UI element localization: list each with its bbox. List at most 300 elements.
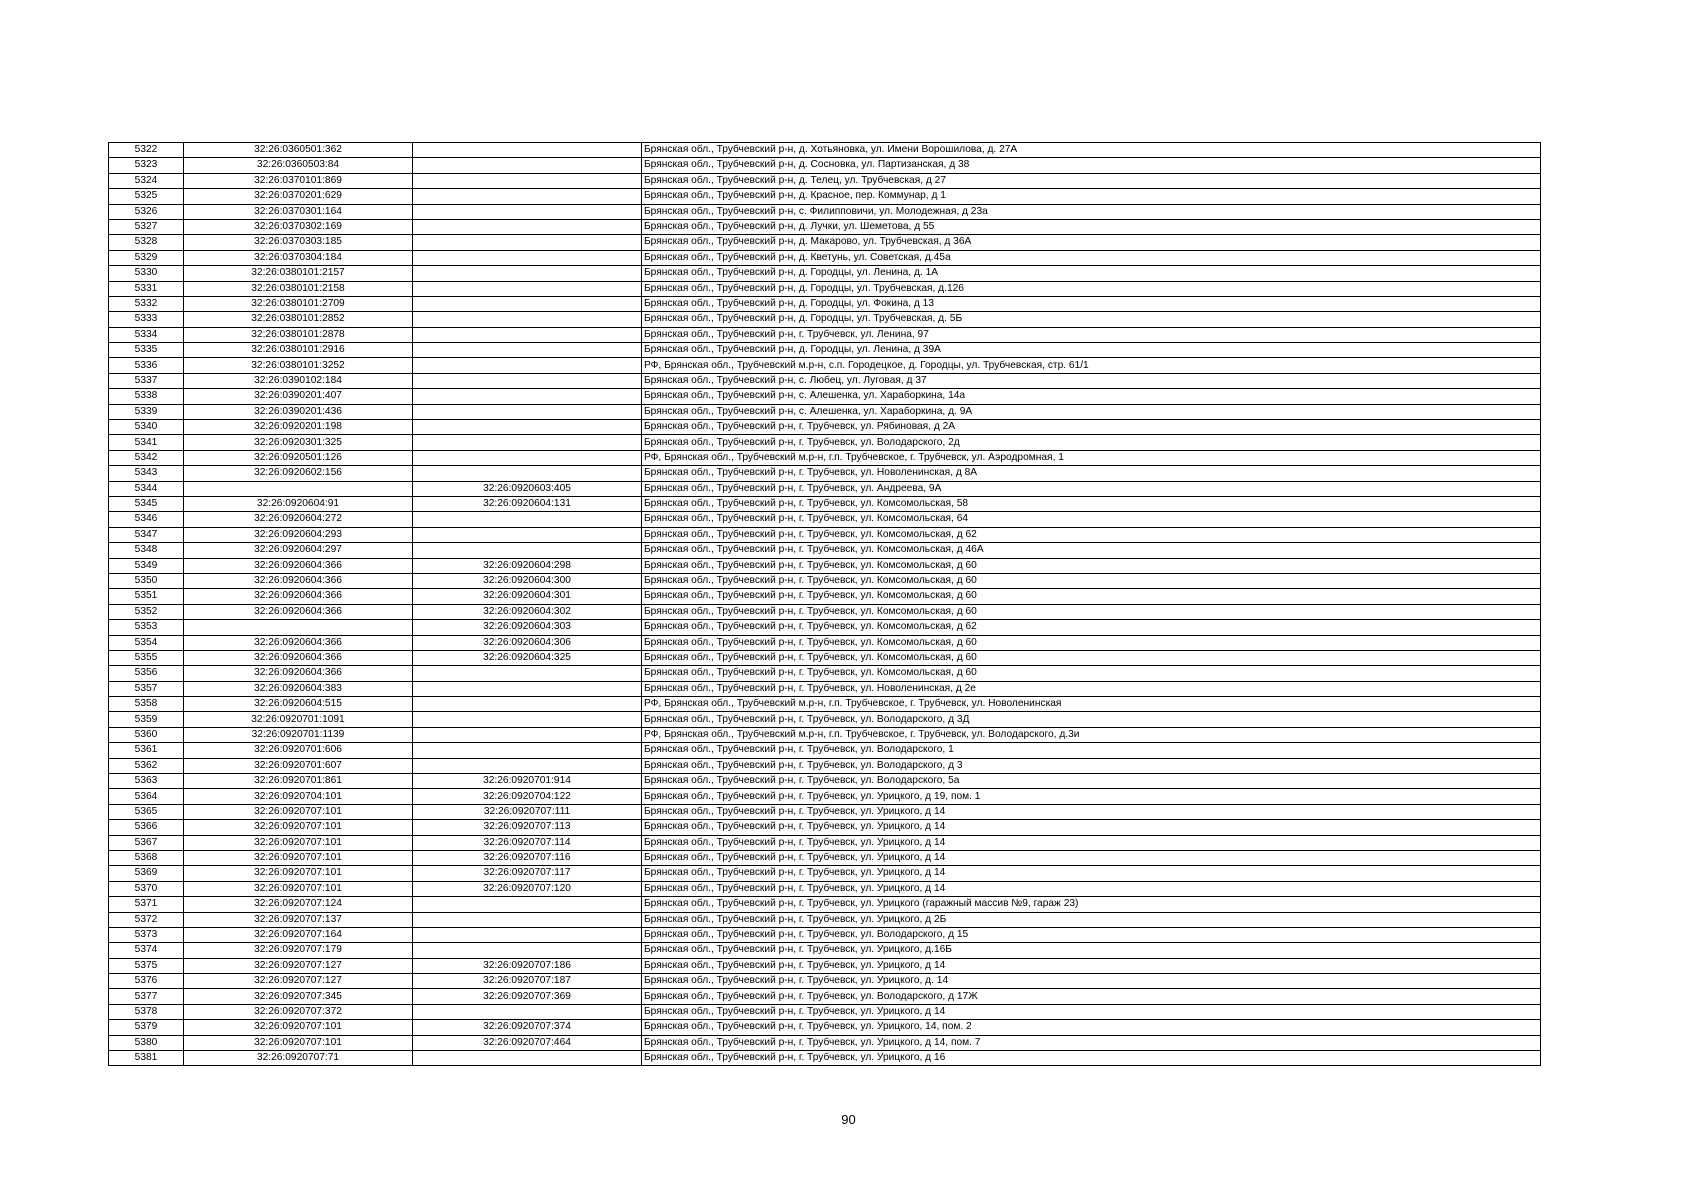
cadastral-number-cell: 32:26:0920707:71 (184, 1051, 413, 1066)
related-cadastral-number-cell (413, 943, 642, 958)
address-cell: РФ, Брянская обл., Трубчевский м.р-н, г.п. Трубчевское, г. Трубчевск, ул. Аэродромная, 1 (642, 450, 1541, 465)
table-row (109, 219, 1541, 234)
related-cadastral-number-cell (413, 219, 642, 234)
cadastral-number-cell: 32:26:0920707:372 (184, 1004, 413, 1019)
cadastral-number-cell: 32:26:0370302:169 (184, 219, 413, 234)
row-number-cell: 5339 (109, 404, 184, 419)
address-cell: Брянская обл., Трубчевский р-н, г. Трубчевск, ул. Комсомольская, д 60 (642, 666, 1541, 681)
table-row (109, 358, 1541, 373)
cadastral-number-cell: 32:26:0360503:84 (184, 158, 413, 173)
address-cell: Брянская обл., Трубчевский р-н, г. Трубчевск, ул. Новоленинская, д 2е (642, 681, 1541, 696)
table-row (109, 912, 1541, 927)
row-number-cell: 5326 (109, 204, 184, 219)
related-cadastral-number-cell (413, 373, 642, 388)
related-cadastral-number-cell: 32:26:0920707:114 (413, 835, 642, 850)
related-cadastral-number-cell (413, 158, 642, 173)
cadastral-number-cell: 32:26:0920604:366 (184, 573, 413, 588)
row-number-cell: 5343 (109, 466, 184, 481)
address-cell: Брянская обл., Трубчевский р-н, г. Трубчевск, ул. Комсомольская, д 62 (642, 527, 1541, 542)
row-number-cell: 5362 (109, 758, 184, 773)
table-row (109, 404, 1541, 419)
address-cell: Брянская обл., Трубчевский р-н, д. Городцы, ул. Трубчевская, д. 5Б (642, 312, 1541, 327)
address-cell: Брянская обл., Трубчевский р-н, г. Трубчевск, ул. Новоленинская, д 8А (642, 466, 1541, 481)
cadastral-number-cell: 32:26:0380101:2157 (184, 266, 413, 281)
related-cadastral-number-cell: 32:26:0920604:298 (413, 558, 642, 573)
table-row (109, 820, 1541, 835)
table-row (109, 496, 1541, 511)
row-number-cell: 5351 (109, 589, 184, 604)
cadastral-number-cell: 32:26:0920707:101 (184, 1035, 413, 1050)
related-cadastral-number-cell (413, 343, 642, 358)
address-cell: Брянская обл., Трубчевский р-н, с. Алешенка, ул. Хараборкина, 14а (642, 389, 1541, 404)
row-number-cell: 5352 (109, 604, 184, 619)
related-cadastral-number-cell: 32:26:0920704:122 (413, 789, 642, 804)
row-number-cell: 5335 (109, 343, 184, 358)
cadastral-number-cell: 32:26:0920707:124 (184, 897, 413, 912)
related-cadastral-number-cell (413, 666, 642, 681)
related-cadastral-number-cell: 32:26:0920707:369 (413, 989, 642, 1004)
cadastral-number-cell: 32:26:0390201:436 (184, 404, 413, 419)
related-cadastral-number-cell (413, 358, 642, 373)
row-number-cell: 5353 (109, 620, 184, 635)
row-number-cell: 5344 (109, 481, 184, 496)
table-row (109, 727, 1541, 742)
row-number-cell: 5360 (109, 727, 184, 742)
cadastral-number-cell: 32:26:0920707:127 (184, 958, 413, 973)
address-cell: Брянская обл., Трубчевский р-н, г. Трубчевск, ул. Комсомольская, 64 (642, 512, 1541, 527)
related-cadastral-number-cell (413, 266, 642, 281)
cadastral-number-cell: 32:26:0920604:366 (184, 604, 413, 619)
table-row (109, 897, 1541, 912)
related-cadastral-number-cell: 32:26:0920604:301 (413, 589, 642, 604)
table-row (109, 789, 1541, 804)
address-cell: Брянская обл., Трубчевский р-н, д. Лучки, ул. Шеметова, д 55 (642, 219, 1541, 234)
address-cell: Брянская обл., Трубчевский р-н, г. Трубчевск, ул. Володарского, д 17Ж (642, 989, 1541, 1004)
table-row (109, 312, 1541, 327)
cadastral-number-cell (184, 620, 413, 635)
address-cell: Брянская обл., Трубчевский р-н, г. Трубчевск, ул. Урицкого, д 14, пом. 7 (642, 1035, 1541, 1050)
cadastral-number-cell: 32:26:0920707:101 (184, 804, 413, 819)
address-cell: Брянская обл., Трубчевский р-н, г. Трубчевск, ул. Урицкого, д 14 (642, 866, 1541, 881)
table-row (109, 173, 1541, 188)
row-number-cell: 5376 (109, 974, 184, 989)
address-cell: Брянская обл., Трубчевский р-н, г. Трубчевск, ул. Комсомольская, д 60 (642, 573, 1541, 588)
table-row (109, 327, 1541, 342)
row-number-cell: 5369 (109, 866, 184, 881)
address-cell: Брянская обл., Трубчевский р-н, г. Трубчевск, ул. Ленина, 97 (642, 327, 1541, 342)
related-cadastral-number-cell (413, 927, 642, 942)
cadastral-number-cell: 32:26:0920201:198 (184, 420, 413, 435)
address-cell: Брянская обл., Трубчевский р-н, г. Трубчевск, ул. Комсомольская, 58 (642, 496, 1541, 511)
table-row (109, 435, 1541, 450)
address-cell: Брянская обл., Трубчевский р-н, г. Трубчевск, ул. Урицкого, д 14 (642, 850, 1541, 865)
related-cadastral-number-cell (413, 189, 642, 204)
table-row (109, 804, 1541, 819)
address-cell: Брянская обл., Трубчевский р-н, д. Городцы, ул. Ленина, д. 1А (642, 266, 1541, 281)
address-cell: Брянская обл., Трубчевский р-н, г. Трубчевск, ул. Володарского, 2д (642, 435, 1541, 450)
cadastral-number-cell: 32:26:0920604:366 (184, 589, 413, 604)
table-row (109, 1035, 1541, 1050)
table-row (109, 712, 1541, 727)
address-cell: РФ, Брянская обл., Трубчевский м.р-н, с.п. Городецкое, д. Городцы, ул. Трубчевская, стр. 61/1 (642, 358, 1541, 373)
table-row (109, 1020, 1541, 1035)
cadastral-number-cell: 32:26:0920604:293 (184, 527, 413, 542)
cadastral-number-cell: 32:26:0920604:383 (184, 681, 413, 696)
cadastral-number-cell: 32:26:0370301:164 (184, 204, 413, 219)
table-row (109, 650, 1541, 665)
row-number-cell: 5357 (109, 681, 184, 696)
related-cadastral-number-cell: 32:26:0920603:405 (413, 481, 642, 496)
row-number-cell: 5346 (109, 512, 184, 527)
related-cadastral-number-cell (413, 912, 642, 927)
cadastral-number-cell: 32:26:0380101:3252 (184, 358, 413, 373)
row-number-cell: 5366 (109, 820, 184, 835)
cadastral-number-cell: 32:26:0370101:869 (184, 173, 413, 188)
address-cell: Брянская обл., Трубчевский р-н, с. Алешенка, ул. Хараборкина, д. 9А (642, 404, 1541, 419)
table-row (109, 743, 1541, 758)
address-cell: Брянская обл., Трубчевский р-н, г. Трубчевск, ул. Комсомольская, д 60 (642, 558, 1541, 573)
row-number-cell: 5356 (109, 666, 184, 681)
related-cadastral-number-cell (413, 466, 642, 481)
row-number-cell: 5372 (109, 912, 184, 927)
cadastral-number-cell (184, 481, 413, 496)
address-cell: Брянская обл., Трубчевский р-н, с. Любец, ул. Луговая, д 37 (642, 373, 1541, 388)
row-number-cell: 5348 (109, 543, 184, 558)
table-row (109, 850, 1541, 865)
cadastral-number-cell: 32:26:0920602:156 (184, 466, 413, 481)
address-cell: Брянская обл., Трубчевский р-н, г. Трубчевск, ул. Комсомольская, д 60 (642, 650, 1541, 665)
address-cell: Брянская обл., Трубчевский р-н, г. Трубчевск, ул. Урицкого, д 14 (642, 835, 1541, 850)
address-cell: Брянская обл., Трубчевский р-н, г. Трубчевск, ул. Урицкого, д 14 (642, 881, 1541, 896)
table-row (109, 943, 1541, 958)
table-row (109, 635, 1541, 650)
row-number-cell: 5323 (109, 158, 184, 173)
table-row (109, 666, 1541, 681)
row-number-cell: 5381 (109, 1051, 184, 1066)
related-cadastral-number-cell: 32:26:0920604:325 (413, 650, 642, 665)
related-cadastral-number-cell: 32:26:0920707:113 (413, 820, 642, 835)
related-cadastral-number-cell (413, 250, 642, 265)
cadastral-number-cell: 32:26:0920301:325 (184, 435, 413, 450)
row-number-cell: 5334 (109, 327, 184, 342)
related-cadastral-number-cell (413, 143, 642, 158)
row-number-cell: 5359 (109, 712, 184, 727)
table-row (109, 589, 1541, 604)
related-cadastral-number-cell (413, 743, 642, 758)
cadastral-number-cell: 32:26:0920701:1139 (184, 727, 413, 742)
cadastral-number-cell: 32:26:0380101:2709 (184, 296, 413, 311)
table-row (109, 143, 1541, 158)
related-cadastral-number-cell (413, 727, 642, 742)
related-cadastral-number-cell (413, 435, 642, 450)
table-row (109, 681, 1541, 696)
address-cell: Брянская обл., Трубчевский р-н, г. Трубчевск, ул. Урицкого (гаражный массив №9, гараж 23) (642, 897, 1541, 912)
cadastral-number-cell: 32:26:0920704:101 (184, 789, 413, 804)
related-cadastral-number-cell (413, 173, 642, 188)
related-cadastral-number-cell: 32:26:0920707:120 (413, 881, 642, 896)
related-cadastral-number-cell: 32:26:0920604:303 (413, 620, 642, 635)
table-row (109, 604, 1541, 619)
table-row (109, 543, 1541, 558)
table-row (109, 296, 1541, 311)
table-row (109, 1051, 1541, 1066)
table-row (109, 881, 1541, 896)
address-cell: Брянская обл., Трубчевский р-н, г. Трубчевск, ул. Урицкого, д 14 (642, 958, 1541, 973)
address-cell: Брянская обл., Трубчевский р-н, д. Красное, пер. Коммунар, д 1 (642, 189, 1541, 204)
row-number-cell: 5355 (109, 650, 184, 665)
cadastral-number-cell: 32:26:0920604:91 (184, 496, 413, 511)
row-number-cell: 5364 (109, 789, 184, 804)
cadastral-number-cell: 32:26:0920707:101 (184, 850, 413, 865)
row-number-cell: 5338 (109, 389, 184, 404)
cadastral-number-cell: 32:26:0380101:2158 (184, 281, 413, 296)
cadastral-number-cell: 32:26:0380101:2852 (184, 312, 413, 327)
address-cell: Брянская обл., Трубчевский р-н, г. Трубчевск, ул. Урицкого, д 14 (642, 1004, 1541, 1019)
address-cell: Брянская обл., Трубчевский р-н, г. Трубчевск, ул. Комсомольская, д 62 (642, 620, 1541, 635)
cadastral-number-cell: 32:26:0370304:184 (184, 250, 413, 265)
cadastral-number-cell: 32:26:0380101:2916 (184, 343, 413, 358)
address-cell: Брянская обл., Трубчевский р-н, г. Трубчевск, ул. Комсомольская, д 60 (642, 635, 1541, 650)
address-cell: Брянская обл., Трубчевский р-н, д. Городцы, ул. Фокина, д 13 (642, 296, 1541, 311)
cadastral-number-cell: 32:26:0920701:861 (184, 774, 413, 789)
address-cell: Брянская обл., Трубчевский р-н, г. Трубчевск, ул. Володарского, д 15 (642, 927, 1541, 942)
row-number-cell: 5361 (109, 743, 184, 758)
address-cell: Брянская обл., Трубчевский р-н, г. Трубчевск, ул. Урицкого, д 19, пом. 1 (642, 789, 1541, 804)
register-table-body (109, 143, 1541, 1066)
related-cadastral-number-cell (413, 420, 642, 435)
cadastral-number-cell: 32:26:0920604:297 (184, 543, 413, 558)
related-cadastral-number-cell: 32:26:0920707:111 (413, 804, 642, 819)
address-cell: Брянская обл., Трубчевский р-н, д. Кветунь, ул. Советская, д.45а (642, 250, 1541, 265)
table-row (109, 527, 1541, 542)
row-number-cell: 5377 (109, 989, 184, 1004)
row-number-cell: 5340 (109, 420, 184, 435)
address-cell: Брянская обл., Трубчевский р-н, г. Трубчевск, ул. Володарского, 1 (642, 743, 1541, 758)
address-cell: Брянская обл., Трубчевский р-н, с. Филипповичи, ул. Молодежная, д 23а (642, 204, 1541, 219)
table-row (109, 927, 1541, 942)
related-cadastral-number-cell: 32:26:0920707:187 (413, 974, 642, 989)
table-row (109, 1004, 1541, 1019)
row-number-cell: 5370 (109, 881, 184, 896)
row-number-cell: 5368 (109, 850, 184, 865)
cadastral-number-cell: 32:26:0920604:515 (184, 697, 413, 712)
table-row (109, 481, 1541, 496)
row-number-cell: 5336 (109, 358, 184, 373)
cadastral-number-cell: 32:26:0920707:164 (184, 927, 413, 942)
row-number-cell: 5342 (109, 450, 184, 465)
row-number-cell: 5365 (109, 804, 184, 819)
table-row (109, 281, 1541, 296)
table-row (109, 573, 1541, 588)
row-number-cell: 5347 (109, 527, 184, 542)
table-row (109, 266, 1541, 281)
row-number-cell: 5378 (109, 1004, 184, 1019)
address-cell: Брянская обл., Трубчевский р-н, г. Трубчевск, ул. Урицкого, д. 14 (642, 974, 1541, 989)
table-row (109, 235, 1541, 250)
cadastral-number-cell: 32:26:0380101:2878 (184, 327, 413, 342)
table-row (109, 250, 1541, 265)
cadastral-number-cell: 32:26:0920604:272 (184, 512, 413, 527)
related-cadastral-number-cell: 32:26:0920707:186 (413, 958, 642, 973)
row-number-cell: 5333 (109, 312, 184, 327)
cadastral-number-cell: 32:26:0920604:366 (184, 558, 413, 573)
related-cadastral-number-cell (413, 281, 642, 296)
table-row (109, 204, 1541, 219)
row-number-cell: 5330 (109, 266, 184, 281)
related-cadastral-number-cell: 32:26:0920701:914 (413, 774, 642, 789)
table-row (109, 420, 1541, 435)
related-cadastral-number-cell: 32:26:0920707:116 (413, 850, 642, 865)
row-number-cell: 5332 (109, 296, 184, 311)
cadastral-number-cell: 32:26:0920707:127 (184, 974, 413, 989)
related-cadastral-number-cell (413, 389, 642, 404)
row-number-cell: 5331 (109, 281, 184, 296)
row-number-cell: 5329 (109, 250, 184, 265)
row-number-cell: 5322 (109, 143, 184, 158)
table-row (109, 774, 1541, 789)
related-cadastral-number-cell (413, 235, 642, 250)
related-cadastral-number-cell: 32:26:0920707:464 (413, 1035, 642, 1050)
address-cell: Брянская обл., Трубчевский р-н, д. Городцы, ул. Трубчевская, д.126 (642, 281, 1541, 296)
cadastral-number-cell: 32:26:0920707:101 (184, 866, 413, 881)
register-table (108, 142, 1541, 1066)
row-number-cell: 5374 (109, 943, 184, 958)
row-number-cell: 5375 (109, 958, 184, 973)
row-number-cell: 5341 (109, 435, 184, 450)
table-row (109, 343, 1541, 358)
related-cadastral-number-cell (413, 404, 642, 419)
related-cadastral-number-cell (413, 327, 642, 342)
related-cadastral-number-cell (413, 697, 642, 712)
row-number-cell: 5367 (109, 835, 184, 850)
address-cell: Брянская обл., Трубчевский р-н, г. Трубчевск, ул. Комсомольская, д 60 (642, 604, 1541, 619)
row-number-cell: 5337 (109, 373, 184, 388)
address-cell: Брянская обл., Трубчевский р-н, д. Городцы, ул. Ленина, д 39А (642, 343, 1541, 358)
related-cadastral-number-cell (413, 296, 642, 311)
row-number-cell: 5379 (109, 1020, 184, 1035)
related-cadastral-number-cell (413, 712, 642, 727)
address-cell: Брянская обл., Трубчевский р-н, д. Сосновка, ул. Партизанская, д 38 (642, 158, 1541, 173)
cadastral-number-cell: 32:26:0920701:606 (184, 743, 413, 758)
address-cell: Брянская обл., Трубчевский р-н, г. Трубчевск, ул. Урицкого, д 14 (642, 804, 1541, 819)
address-cell: Брянская обл., Трубчевский р-н, г. Трубчевск, ул. Комсомольская, д 46А (642, 543, 1541, 558)
register-table-container (108, 142, 1540, 1066)
table-row (109, 389, 1541, 404)
address-cell: Брянская обл., Трубчевский р-н, д. Хотьяновка, ул. Имени Ворошилова, д. 27А (642, 143, 1541, 158)
cadastral-number-cell: 32:26:0370303:185 (184, 235, 413, 250)
address-cell: Брянская обл., Трубчевский р-н, г. Трубчевск, ул. Володарского, д 3Д (642, 712, 1541, 727)
row-number-cell: 5327 (109, 219, 184, 234)
row-number-cell: 5345 (109, 496, 184, 511)
address-cell: Брянская обл., Трубчевский р-н, г. Трубчевск, ул. Урицкого, 14, пом. 2 (642, 1020, 1541, 1035)
cadastral-number-cell: 32:26:0920707:101 (184, 881, 413, 896)
table-row (109, 866, 1541, 881)
cadastral-number-cell: 32:26:0370201:629 (184, 189, 413, 204)
related-cadastral-number-cell: 32:26:0920604:306 (413, 635, 642, 650)
related-cadastral-number-cell (413, 204, 642, 219)
address-cell: Брянская обл., Трубчевский р-н, д. Телец, ул. Трубчевская, д 27 (642, 173, 1541, 188)
table-row (109, 620, 1541, 635)
cadastral-number-cell: 32:26:0920707:179 (184, 943, 413, 958)
address-cell: РФ, Брянская обл., Трубчевский м.р-н, г.п. Трубчевское, г. Трубчевск, ул. Новоленинская (642, 697, 1541, 712)
related-cadastral-number-cell (413, 512, 642, 527)
cadastral-number-cell: 32:26:0360501:362 (184, 143, 413, 158)
related-cadastral-number-cell: 32:26:0920707:117 (413, 866, 642, 881)
cadastral-number-cell: 32:26:0920707:101 (184, 835, 413, 850)
related-cadastral-number-cell (413, 1051, 642, 1066)
related-cadastral-number-cell (413, 543, 642, 558)
table-row (109, 450, 1541, 465)
table-row (109, 958, 1541, 973)
cadastral-number-cell: 32:26:0920707:137 (184, 912, 413, 927)
table-row (109, 835, 1541, 850)
address-cell: Брянская обл., Трубчевский р-н, г. Трубчевск, ул. Урицкого, д 2Б (642, 912, 1541, 927)
row-number-cell: 5325 (109, 189, 184, 204)
address-cell: Брянская обл., Трубчевский р-н, г. Трубчевск, ул. Урицкого, д 16 (642, 1051, 1541, 1066)
cadastral-number-cell: 32:26:0920707:101 (184, 1020, 413, 1035)
related-cadastral-number-cell (413, 312, 642, 327)
address-cell: Брянская обл., Трубчевский р-н, г. Трубчевск, ул. Урицкого, д.16Б (642, 943, 1541, 958)
related-cadastral-number-cell (413, 1004, 642, 1019)
row-number-cell: 5350 (109, 573, 184, 588)
cadastral-number-cell: 32:26:0920701:607 (184, 758, 413, 773)
row-number-cell: 5349 (109, 558, 184, 573)
row-number-cell: 5358 (109, 697, 184, 712)
related-cadastral-number-cell (413, 527, 642, 542)
table-row (109, 512, 1541, 527)
address-cell: Брянская обл., Трубчевский р-н, г. Трубчевск, ул. Урицкого, д 14 (642, 820, 1541, 835)
related-cadastral-number-cell: 32:26:0920604:300 (413, 573, 642, 588)
cadastral-number-cell: 32:26:0920604:366 (184, 666, 413, 681)
related-cadastral-number-cell (413, 897, 642, 912)
address-cell: Брянская обл., Трубчевский р-н, г. Трубчевск, ул. Андреева, 9А (642, 481, 1541, 496)
related-cadastral-number-cell (413, 758, 642, 773)
table-row (109, 373, 1541, 388)
related-cadastral-number-cell: 32:26:0920707:374 (413, 1020, 642, 1035)
table-row (109, 758, 1541, 773)
page-number: 90 (841, 1112, 856, 1127)
related-cadastral-number-cell: 32:26:0920604:302 (413, 604, 642, 619)
related-cadastral-number-cell: 32:26:0920604:131 (413, 496, 642, 511)
address-cell: Брянская обл., Трубчевский р-н, д. Макарово, ул. Трубчевская, д 36А (642, 235, 1541, 250)
cadastral-number-cell: 32:26:0920707:345 (184, 989, 413, 1004)
address-cell: Брянская обл., Трубчевский р-н, г. Трубчевск, ул. Рябиновая, д 2А (642, 420, 1541, 435)
row-number-cell: 5328 (109, 235, 184, 250)
table-row (109, 697, 1541, 712)
row-number-cell: 5371 (109, 897, 184, 912)
row-number-cell: 5354 (109, 635, 184, 650)
row-number-cell: 5380 (109, 1035, 184, 1050)
row-number-cell: 5324 (109, 173, 184, 188)
table-row (109, 158, 1541, 173)
address-cell: Брянская обл., Трубчевский р-н, г. Трубчевск, ул. Володарского, 5а (642, 774, 1541, 789)
cadastral-number-cell: 32:26:0920701:1091 (184, 712, 413, 727)
cadastral-number-cell: 32:26:0920604:366 (184, 650, 413, 665)
address-cell: РФ, Брянская обл., Трубчевский м.р-н, г.п. Трубчевское, г. Трубчевск, ул. Володарского, д.3и (642, 727, 1541, 742)
cadastral-number-cell: 32:26:0920604:366 (184, 635, 413, 650)
table-row (109, 466, 1541, 481)
cadastral-number-cell: 32:26:0920501:126 (184, 450, 413, 465)
cadastral-number-cell: 32:26:0920707:101 (184, 820, 413, 835)
cadastral-number-cell: 32:26:0390102:184 (184, 373, 413, 388)
address-cell: Брянская обл., Трубчевский р-н, г. Трубчевск, ул. Володарского, д 3 (642, 758, 1541, 773)
related-cadastral-number-cell (413, 681, 642, 696)
cadastral-number-cell: 32:26:0390201:407 (184, 389, 413, 404)
table-row (109, 189, 1541, 204)
table-row (109, 989, 1541, 1004)
table-row (109, 558, 1541, 573)
table-row (109, 974, 1541, 989)
